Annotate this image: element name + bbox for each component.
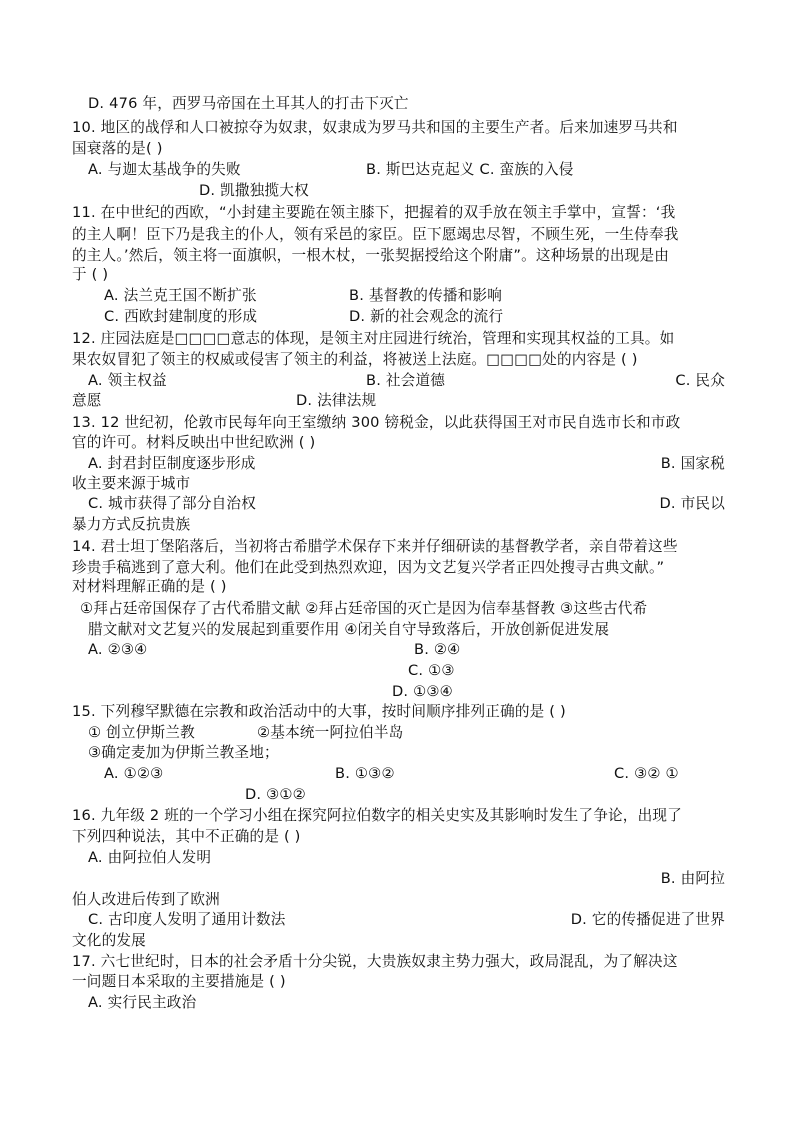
q14-statements-line1: ①拜占廷帝国保存了古代希腊文献 ②拜占廷帝国的灭亡是因为信奉基督教 ③这些古代希 — [80, 600, 648, 617]
q11-stem-line4: 于 ( ) — [72, 266, 109, 283]
q13-option-d: D. 市民以 — [659, 495, 725, 512]
q14-option-c: C. ①③ — [408, 662, 455, 679]
q15-option-c: C. ③② ① — [614, 765, 679, 782]
q11-option-a: A. 法兰克王国不断扩张 — [104, 287, 257, 304]
q11-option-c: C. 西欧封建制度的形成 — [104, 308, 258, 325]
q15-option-a: A. ①②③ — [104, 765, 164, 782]
q12-stem-line2: 果农奴冒犯了领主的权威或侵害了领主的利益，将被送上法庭。□□□□处的内容是 ( ) — [72, 351, 638, 368]
q14-statements-line2: 腊文献对文艺复兴的发展起到重要作用 ④闭关自守导致落后，开放创新促进发展 — [88, 621, 610, 638]
q12-stem-line1: 12. 庄园法庭是□□□□意志的体现，是领主对庄园进行统治，管理和实现其权益的工具。如 — [72, 330, 675, 347]
q13-option-b-cont: 收主要来源于城市 — [72, 475, 191, 492]
q12-option-d: D. 法律法规 — [296, 392, 377, 409]
q12-option-b: B. 社会道德 — [366, 372, 446, 389]
q16-option-d: D. 它的传播促进了世界 — [570, 911, 725, 928]
q10-stem-line1: 10. 地区的战俘和人口被掠夺为奴隶，奴隶成为罗马共和国的主要生产者。后来加速罗马共和 — [72, 119, 678, 136]
q12-option-c-cont: 意愿 — [72, 392, 102, 409]
q12-option-c: C. 民众 — [675, 372, 725, 389]
q17-stem-line2: 一问题日本采取的主要措施是 ( ) — [72, 973, 286, 990]
q12-option-a: A. 领主权益 — [88, 372, 167, 389]
q15-option-b: B. ①③② — [335, 765, 395, 782]
q10-option-bc: B. 斯巴达克起义 C. 蛮族的入侵 — [366, 161, 574, 178]
q13-option-b: B. 国家税 — [660, 455, 725, 472]
q16-option-c: C. 古印度人发明了通用计数法 — [88, 911, 286, 928]
q15-stem: 15. 下列穆罕默德在宗教和政治活动中的大事，按时间顺序排列正确的是 ( ) — [72, 703, 566, 720]
q14-stem-line2: 珍贵手稿逃到了意大利。他们在此受到热烈欢迎，因为文艺复兴学者正四处搜寻古典文献。” — [72, 559, 665, 576]
q15-option-d: D. ③①② — [245, 786, 306, 803]
q10-stem-line2: 国衰落的是( ) — [72, 140, 163, 157]
q14-option-b: B. ②④ — [414, 641, 461, 658]
q14-option-d: D. ①③④ — [392, 683, 453, 700]
q15-event-3: ③确定麦加为伊斯兰教圣地； — [88, 744, 279, 761]
q16-stem-line2: 下列四种说法，其中不正确的是 ( ) — [72, 828, 301, 845]
q14-stem-line3: 对材料理解正确的是 ( ) — [72, 578, 227, 595]
q16-option-b: B. 由阿拉 — [660, 870, 725, 887]
q10-option-d: D. 凯撒独揽大权 — [199, 182, 309, 199]
q16-option-a: A. 由阿拉伯人发明 — [88, 849, 212, 866]
q16-option-d-cont: 文化的发展 — [72, 932, 146, 949]
q17-stem-line1: 17. 六七世纪时，日本的社会矛盾十分尖锐，大贵族奴隶主势力强大，政局混乱，为了解决这 — [72, 953, 678, 970]
q15-event-2: ②基本统一阿拉伯半岛 — [257, 724, 404, 741]
q11-stem-line3: 的主人。’然后，领主将一面旗帜，一根木杖，一张契据授给这个附庸”。这种场景的出现是由 — [72, 247, 670, 264]
q11-stem-line1: 11. 在中世纪的西欧，“小封建主要跪在领主膝下，把握着的双手放在领主手掌中，宣誓：‘我 — [72, 204, 676, 221]
q15-event-1: ① 创立伊斯兰教 — [88, 724, 195, 741]
q13-option-a: A. 封君封臣制度逐步形成 — [88, 455, 256, 472]
q11-option-d: D. 新的社会观念的流行 — [349, 308, 504, 325]
q11-option-b: B. 基督教的传播和影响 — [349, 287, 503, 304]
q10-option-a: A. 与迦太基战争的失败 — [88, 161, 241, 178]
q14-option-a: A. ②③④ — [88, 641, 148, 658]
q11-stem-line2: 的主人啊！臣下乃是我主的仆人，领有采邑的家臣。臣下愿竭忠尽智，不顾生死，一生侍奉我 — [72, 226, 679, 243]
q13-stem-line1: 13. 12 世纪初，伦敦市民每年向王室缴纳 300 镑税金，以此获得国王对市民自选市长和市政 — [72, 414, 681, 431]
q13-option-c: C. 城市获得了部分自治权 — [88, 495, 257, 512]
q13-option-d-cont: 暴力方式反抗贵族 — [72, 516, 191, 533]
q13-stem-line2: 官的许可。材料反映出中世纪欧洲 ( ) — [72, 434, 316, 451]
q9-option-d: D. 476 年，西罗马帝国在土耳其人的打击下灭亡 — [88, 95, 409, 112]
q14-stem-line1: 14. 君士坦丁堡陷落后，当初将古希腊学术保存下来并仔细研读的基督教学者，亲自带着这些 — [72, 538, 678, 555]
q16-stem-line1: 16. 九年级 2 班的一个学习小组在探究阿拉伯数字的相关史实及其影响时发生了争论，出现了 — [72, 807, 682, 824]
q17-option-a: A. 实行民主政治 — [88, 994, 197, 1011]
q16-option-b-cont: 伯人改进后传到了欧洲 — [72, 891, 220, 908]
